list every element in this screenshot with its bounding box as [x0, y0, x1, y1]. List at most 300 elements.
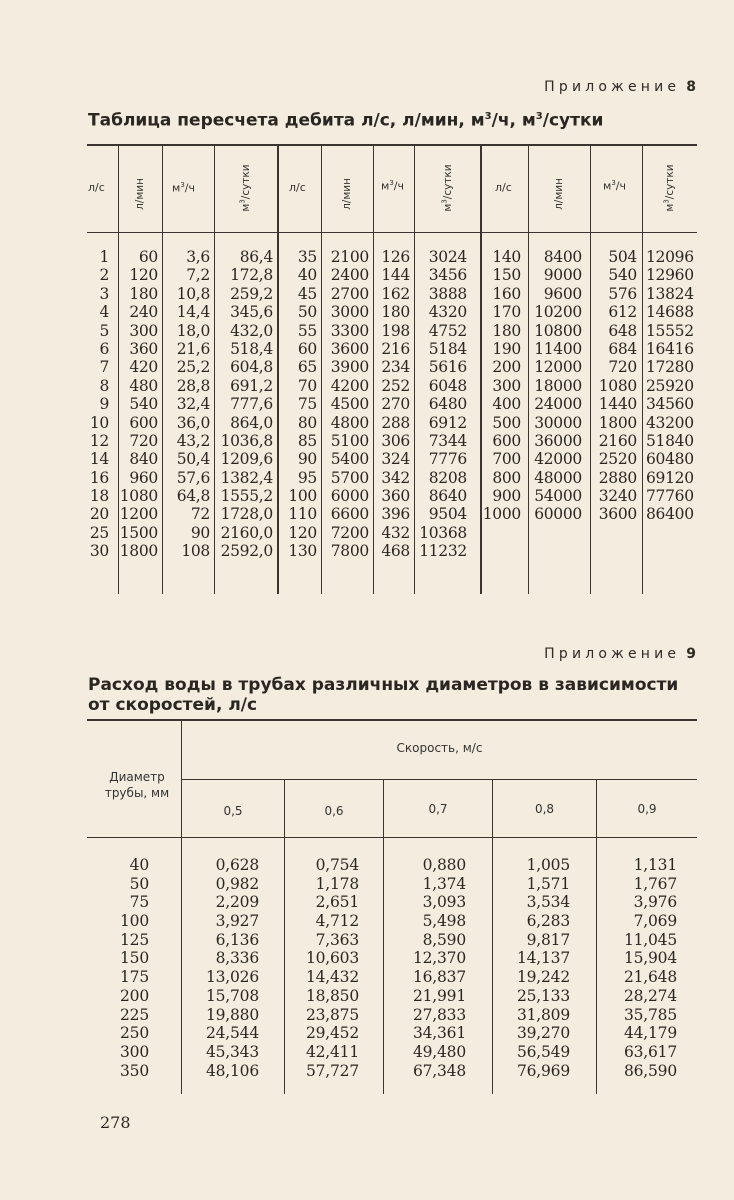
table-cell: 126 [381, 248, 410, 266]
table-cell: 360 [381, 487, 410, 506]
table-cell: 684 [608, 339, 637, 358]
header-m3d: $м^3$/сутки [662, 164, 676, 212]
table2-title [88, 675, 678, 715]
table-cell: 100 [120, 912, 149, 931]
table-cell: 56,549 [516, 1042, 570, 1061]
table-cell: 1555,2 [220, 487, 273, 506]
table-cell: 70 [297, 376, 317, 395]
header-lmin: л/мин [553, 178, 565, 210]
table-cell: 350 [120, 1061, 149, 1080]
table2-vline [383, 780, 384, 1094]
header-m3d: $м^3$/сутки [440, 164, 454, 212]
table-cell: 28,8 [176, 376, 210, 395]
table2-vline [284, 780, 285, 1094]
page-number: 278 [100, 1113, 131, 1132]
table-cell: 648 [608, 321, 637, 340]
table-cell: 5184 [428, 339, 467, 358]
table-cell: 140 [492, 248, 521, 266]
table-cell: 18000 [534, 376, 582, 395]
table-cell: 480 [129, 376, 158, 395]
appendix-8-label: Приложение 8 [544, 79, 696, 95]
table-cell: 25,133 [516, 986, 570, 1005]
speed-header: Скорость, м/с [396, 741, 483, 755]
table-cell: 3000 [330, 303, 369, 322]
table1-header-rule [87, 232, 697, 233]
table-cell: 800 [492, 468, 521, 487]
speed-0-9: 0,9 [637, 802, 657, 816]
flow-table [87, 719, 697, 1094]
table-cell: 35,785 [623, 1005, 677, 1024]
table-cell: 43,2 [176, 431, 210, 450]
table-cell: 4320 [428, 303, 467, 322]
table-cell: 0,982 [215, 874, 259, 893]
table-cell: 300 [120, 1042, 149, 1061]
table-cell: 432,0 [230, 321, 273, 340]
table-cell: 13,026 [205, 968, 259, 987]
table-cell: 6 [99, 339, 109, 358]
table-cell: 25,2 [176, 358, 210, 377]
table-cell: 960 [129, 468, 158, 487]
table-cell: 4752 [428, 321, 467, 340]
table-cell: 42,411 [305, 1042, 359, 1061]
table-cell: 10200 [534, 303, 582, 322]
table-cell: 24000 [534, 395, 582, 414]
table-cell: 15,904 [623, 949, 677, 968]
header-m3d: $м^3$/сутки [238, 164, 252, 212]
table-cell: 8,590 [422, 930, 466, 949]
table-cell: 576 [608, 284, 637, 303]
header-ls: л/с [88, 181, 105, 194]
table-cell: 100 [288, 487, 317, 506]
table1-title: Таблица пересчета дебита л/с, л/мин, $м^3/ч$, $м^3$/сутки [88, 110, 604, 131]
table-cell: 12,370 [412, 949, 466, 968]
table-cell: 172,8 [230, 266, 273, 285]
header-m3h: $м^3/ч$ [381, 179, 404, 193]
table-cell: 150 [120, 949, 149, 968]
col-g3-ls [480, 248, 521, 524]
table-cell: 48000 [534, 468, 582, 487]
table-cell: 2400 [330, 266, 369, 285]
table-cell: 18,850 [305, 986, 359, 1005]
table-cell: 6912 [428, 413, 467, 432]
speed-0-6: 0,6 [324, 804, 344, 818]
table-cell: 150 [492, 266, 521, 285]
table-cell: 2700 [330, 284, 369, 303]
table-cell: 234 [381, 358, 410, 377]
table-cell: 6600 [330, 505, 369, 524]
table2-header-rule [87, 837, 697, 838]
table-cell: 15,708 [205, 986, 259, 1005]
table-cell: 0,880 [422, 856, 466, 874]
table-cell: 180 [492, 321, 521, 340]
table-cell: 50 [129, 874, 149, 893]
table-cell: 48,106 [205, 1061, 259, 1080]
table2-title-line1: Расход воды в трубах различных диаметров в зависимости [88, 675, 679, 695]
speed-0-7: 0,7 [428, 802, 448, 816]
table-cell: 86,4 [239, 248, 273, 266]
table-cell: 21,991 [412, 986, 466, 1005]
header-ls: л/с [495, 181, 512, 194]
table-cell: 27,833 [412, 1005, 466, 1024]
table-cell: 3,534 [526, 893, 570, 912]
header-ls: л/с [289, 181, 306, 194]
col-g2-lmin [321, 248, 369, 561]
table-cell: 57,6 [176, 468, 210, 487]
table-cell: 3600 [598, 505, 637, 524]
table-cell: 86400 [646, 505, 694, 524]
table1-vline [642, 146, 643, 594]
col-g1-lmin [118, 248, 158, 561]
table-cell: 21,648 [623, 968, 677, 987]
table-cell: 13824 [646, 284, 694, 303]
appendix-9-label: Приложение 9 [544, 646, 696, 662]
table-cell: 6048 [428, 376, 467, 395]
table-cell: 14688 [646, 303, 694, 322]
table-cell: 40 [297, 266, 317, 285]
table-cell: 77760 [646, 487, 694, 506]
table-cell: 7 [99, 358, 109, 377]
table-cell: 9504 [428, 505, 467, 524]
col-v06 [287, 856, 359, 1080]
col-g2-m3h [373, 248, 410, 561]
table-cell: 3024 [428, 248, 467, 266]
col-v09 [599, 856, 677, 1080]
table-cell: 5700 [330, 468, 369, 487]
table-cell: 130 [288, 542, 317, 561]
table-cell: 29,452 [305, 1024, 359, 1043]
table-cell: 32,4 [176, 395, 210, 414]
table-cell: 160 [492, 284, 521, 303]
table-cell: 9 [99, 395, 109, 414]
table-cell: 500 [492, 413, 521, 432]
table-cell: 85 [297, 431, 317, 450]
diameter-header [95, 769, 179, 801]
table-cell: 259,2 [230, 284, 273, 303]
table-cell: 67,348 [412, 1061, 466, 1080]
table-cell: 10,603 [305, 949, 359, 968]
table-cell: 28,274 [623, 986, 677, 1005]
table-cell: 240 [129, 303, 158, 322]
table-cell: 4,712 [315, 912, 359, 931]
table-cell: 25920 [646, 376, 694, 395]
col-g3-m3d [646, 248, 696, 524]
table-cell: 250 [120, 1024, 149, 1043]
table-cell: 600 [129, 413, 158, 432]
table-cell: 108 [181, 542, 210, 561]
conversion-table [87, 144, 697, 594]
table-cell: 7,069 [633, 912, 677, 931]
table-cell: 65 [297, 358, 317, 377]
table-cell: 60480 [646, 450, 694, 469]
header-lmin: л/мин [341, 178, 353, 210]
table-cell: 110 [288, 505, 317, 524]
table2-vline [181, 721, 182, 1094]
table-cell: 6,136 [215, 930, 259, 949]
header-m3h: $м^3/ч$ [603, 179, 626, 193]
table-cell: 0,754 [315, 856, 359, 874]
table-cell: 198 [381, 321, 410, 340]
table-cell: 720 [608, 358, 637, 377]
table-cell: 30 [89, 542, 109, 561]
table-cell: 20 [89, 505, 109, 524]
table-cell: 1,374 [422, 874, 466, 893]
table-cell: 14,4 [176, 303, 210, 322]
table-cell: 1036,8 [220, 431, 273, 450]
table-cell: 777,6 [230, 395, 273, 414]
table2-top-rule [87, 719, 697, 721]
table-cell: 288 [381, 413, 410, 432]
table-cell: 80 [297, 413, 317, 432]
table-cell: 9,817 [526, 930, 570, 949]
table-cell: 12096 [646, 248, 694, 266]
table-cell: 9000 [543, 266, 582, 285]
speed-0-8: 0,8 [534, 802, 555, 816]
col-g1-m3d [214, 248, 273, 561]
table-cell: 12960 [646, 266, 694, 285]
col-v05 [187, 856, 259, 1080]
table-cell: 518,4 [230, 339, 273, 358]
table-cell: 5 [99, 321, 109, 340]
col-g1-m3h [162, 248, 210, 561]
table-cell: 3888 [428, 284, 467, 303]
table-cell: 50,4 [176, 450, 210, 469]
table-cell: 4500 [330, 395, 369, 414]
table-cell: 125 [120, 930, 149, 949]
speed-0-5: 0,5 [223, 804, 243, 818]
table-cell: 120 [288, 523, 317, 542]
table-cell: 400 [492, 395, 521, 414]
table-cell: 86,590 [623, 1061, 677, 1080]
table-cell: 90 [297, 450, 317, 469]
table-cell: 2160,0 [220, 523, 273, 542]
table-cell: 3240 [598, 487, 637, 506]
table-cell: 360 [129, 339, 158, 358]
table-cell: 5100 [330, 431, 369, 450]
table-cell: 76,969 [516, 1061, 570, 1080]
table-cell: 5616 [428, 358, 467, 377]
col-v07 [387, 856, 466, 1080]
col-diameter [97, 856, 149, 1080]
table-cell: 60 [297, 339, 317, 358]
table-cell: 39,270 [516, 1024, 570, 1043]
table-cell: 1382,4 [220, 468, 273, 487]
table-cell: 8640 [428, 487, 467, 506]
table-cell: 1800 [119, 542, 158, 561]
table-cell: 180 [381, 303, 410, 322]
table2-vline [492, 780, 493, 1094]
table-cell: 225 [120, 1005, 149, 1024]
table-cell: 45 [297, 284, 317, 303]
table-cell: 1000 [482, 505, 521, 524]
table-cell: 540 [129, 395, 158, 414]
table-cell: 504 [608, 248, 637, 266]
table-cell: 14,137 [516, 949, 570, 968]
table-cell: 8 [99, 376, 109, 395]
table-cell: 1500 [119, 523, 158, 542]
table-cell: 72 [190, 505, 210, 524]
table-cell: 36,0 [176, 413, 210, 432]
table-cell: 50 [297, 303, 317, 322]
table-cell: 4 [99, 303, 109, 322]
col-g2-ls [277, 248, 317, 561]
table-cell: 3,6 [186, 248, 210, 266]
table-cell: 300 [129, 321, 158, 340]
table-cell: 18 [89, 487, 109, 506]
table-cell: 6000 [330, 487, 369, 506]
table-cell: 1,131 [633, 856, 677, 874]
diameter-header-line1: Диаметр [109, 770, 165, 784]
table-cell: 1,178 [315, 874, 359, 893]
table-cell: 10800 [534, 321, 582, 340]
table-cell: 75 [297, 395, 317, 414]
table-cell: 216 [381, 339, 410, 358]
table-cell: 864,0 [230, 413, 273, 432]
table-cell: 40 [129, 856, 149, 874]
table-cell: 3 [99, 284, 109, 303]
table-cell: 5,498 [422, 912, 466, 931]
table-cell: 600 [492, 431, 521, 450]
table-cell: 1,571 [526, 874, 570, 893]
table-cell: 31,809 [516, 1005, 570, 1024]
header-m3h: $м^3/ч$ [172, 181, 195, 195]
table-cell: 2880 [598, 468, 637, 487]
table-cell: 95 [297, 468, 317, 487]
table-cell: 8,336 [215, 949, 259, 968]
table-cell: 720 [129, 431, 158, 450]
table-cell: 840 [129, 450, 158, 469]
table-cell: 57,727 [305, 1061, 359, 1080]
table-cell: 12000 [534, 358, 582, 377]
table-cell: 1728,0 [220, 505, 273, 524]
table1-top-rule [87, 144, 697, 146]
table-cell: 30000 [534, 413, 582, 432]
table-cell: 54000 [534, 487, 582, 506]
table-cell: 7,363 [315, 930, 359, 949]
table-cell: 16,837 [412, 968, 466, 987]
table-cell: 14 [89, 450, 109, 469]
table-cell: 9600 [543, 284, 582, 303]
table-cell: 55 [297, 321, 317, 340]
table-cell: 16 [89, 468, 109, 487]
col-g1-ls [87, 248, 109, 561]
table-cell: 43200 [646, 413, 694, 432]
table-cell: 8400 [543, 248, 582, 266]
table-cell: 12 [89, 431, 109, 450]
table-cell: 1080 [119, 487, 158, 506]
table-cell: 175 [120, 968, 149, 987]
table-cell: 10,8 [176, 284, 210, 303]
table-cell: 900 [492, 487, 521, 506]
table-cell: 2,651 [315, 893, 359, 912]
table-cell: 25 [89, 523, 109, 542]
table-cell: 45,343 [205, 1042, 259, 1061]
table-cell: 10368 [419, 523, 467, 542]
table-cell: 3456 [428, 266, 467, 285]
table-cell: 170 [492, 303, 521, 322]
table-cell: 2100 [330, 248, 369, 266]
col-g2-m3d [414, 248, 467, 561]
table-cell: 300 [492, 376, 521, 395]
table-cell: 2,209 [215, 893, 259, 912]
table-cell: 4800 [330, 413, 369, 432]
table2-speed-rule [182, 779, 697, 780]
table-cell: 44,179 [623, 1024, 677, 1043]
table-cell: 180 [129, 284, 158, 303]
table-cell: 691,2 [230, 376, 273, 395]
table-cell: 75 [129, 893, 149, 912]
table-cell: 6,283 [526, 912, 570, 931]
table-cell: 3300 [330, 321, 369, 340]
table-cell: 90 [190, 523, 210, 542]
table-cell: 11400 [534, 339, 582, 358]
table-cell: 15552 [646, 321, 694, 340]
table-cell: 19,242 [516, 968, 570, 987]
table-cell: 252 [381, 376, 410, 395]
table-cell: 120 [129, 266, 158, 285]
table-cell: 3,927 [215, 912, 259, 931]
table-cell: 60000 [534, 505, 582, 524]
col-g3-m3h [590, 248, 637, 524]
table-cell: 7344 [428, 431, 467, 450]
table-cell: 306 [381, 431, 410, 450]
col-v08 [497, 856, 570, 1080]
table-cell: 1080 [598, 376, 637, 395]
table-cell: 324 [381, 450, 410, 469]
table-cell: 540 [608, 266, 637, 285]
table-cell: 36000 [534, 431, 582, 450]
table-cell: 1200 [119, 505, 158, 524]
col-g3-lmin [528, 248, 582, 524]
table-cell: 432 [381, 523, 410, 542]
table-cell: 2520 [598, 450, 637, 469]
table-cell: 190 [492, 339, 521, 358]
table-cell: 468 [381, 542, 410, 561]
table-cell: 270 [381, 395, 410, 414]
table-cell: 1440 [598, 395, 637, 414]
table-cell: 34,361 [412, 1024, 466, 1043]
table2-title-line2: от скоростей, л/с [88, 695, 258, 715]
table-cell: 2160 [598, 431, 637, 450]
table-cell: 7800 [330, 542, 369, 561]
table-cell: 4200 [330, 376, 369, 395]
table-cell: 3,093 [422, 893, 466, 912]
table-cell: 6480 [428, 395, 467, 414]
table-cell: 17280 [646, 358, 694, 377]
table-cell: 144 [381, 266, 410, 285]
table-cell: 21,6 [176, 339, 210, 358]
table-cell: 3900 [330, 358, 369, 377]
table-cell: 3600 [330, 339, 369, 358]
table-cell: 69120 [646, 468, 694, 487]
table-cell: 34560 [646, 395, 694, 414]
table-cell: 420 [129, 358, 158, 377]
table-cell: 604,8 [230, 358, 273, 377]
table2-vline [596, 780, 597, 1094]
table-cell: 63,617 [623, 1042, 677, 1061]
table-cell: 7776 [428, 450, 467, 469]
table-cell: 1800 [598, 413, 637, 432]
table-cell: 2592,0 [220, 542, 273, 561]
table-cell: 5400 [330, 450, 369, 469]
table-cell: 7200 [330, 523, 369, 542]
table-cell: 2 [99, 266, 109, 285]
diameter-header-line2: трубы, мм [104, 786, 170, 800]
table-cell: 18,0 [176, 321, 210, 340]
table-cell: 42000 [534, 450, 582, 469]
table-cell: 700 [492, 450, 521, 469]
table-cell: 342 [381, 468, 410, 487]
table-cell: 10 [89, 413, 109, 432]
